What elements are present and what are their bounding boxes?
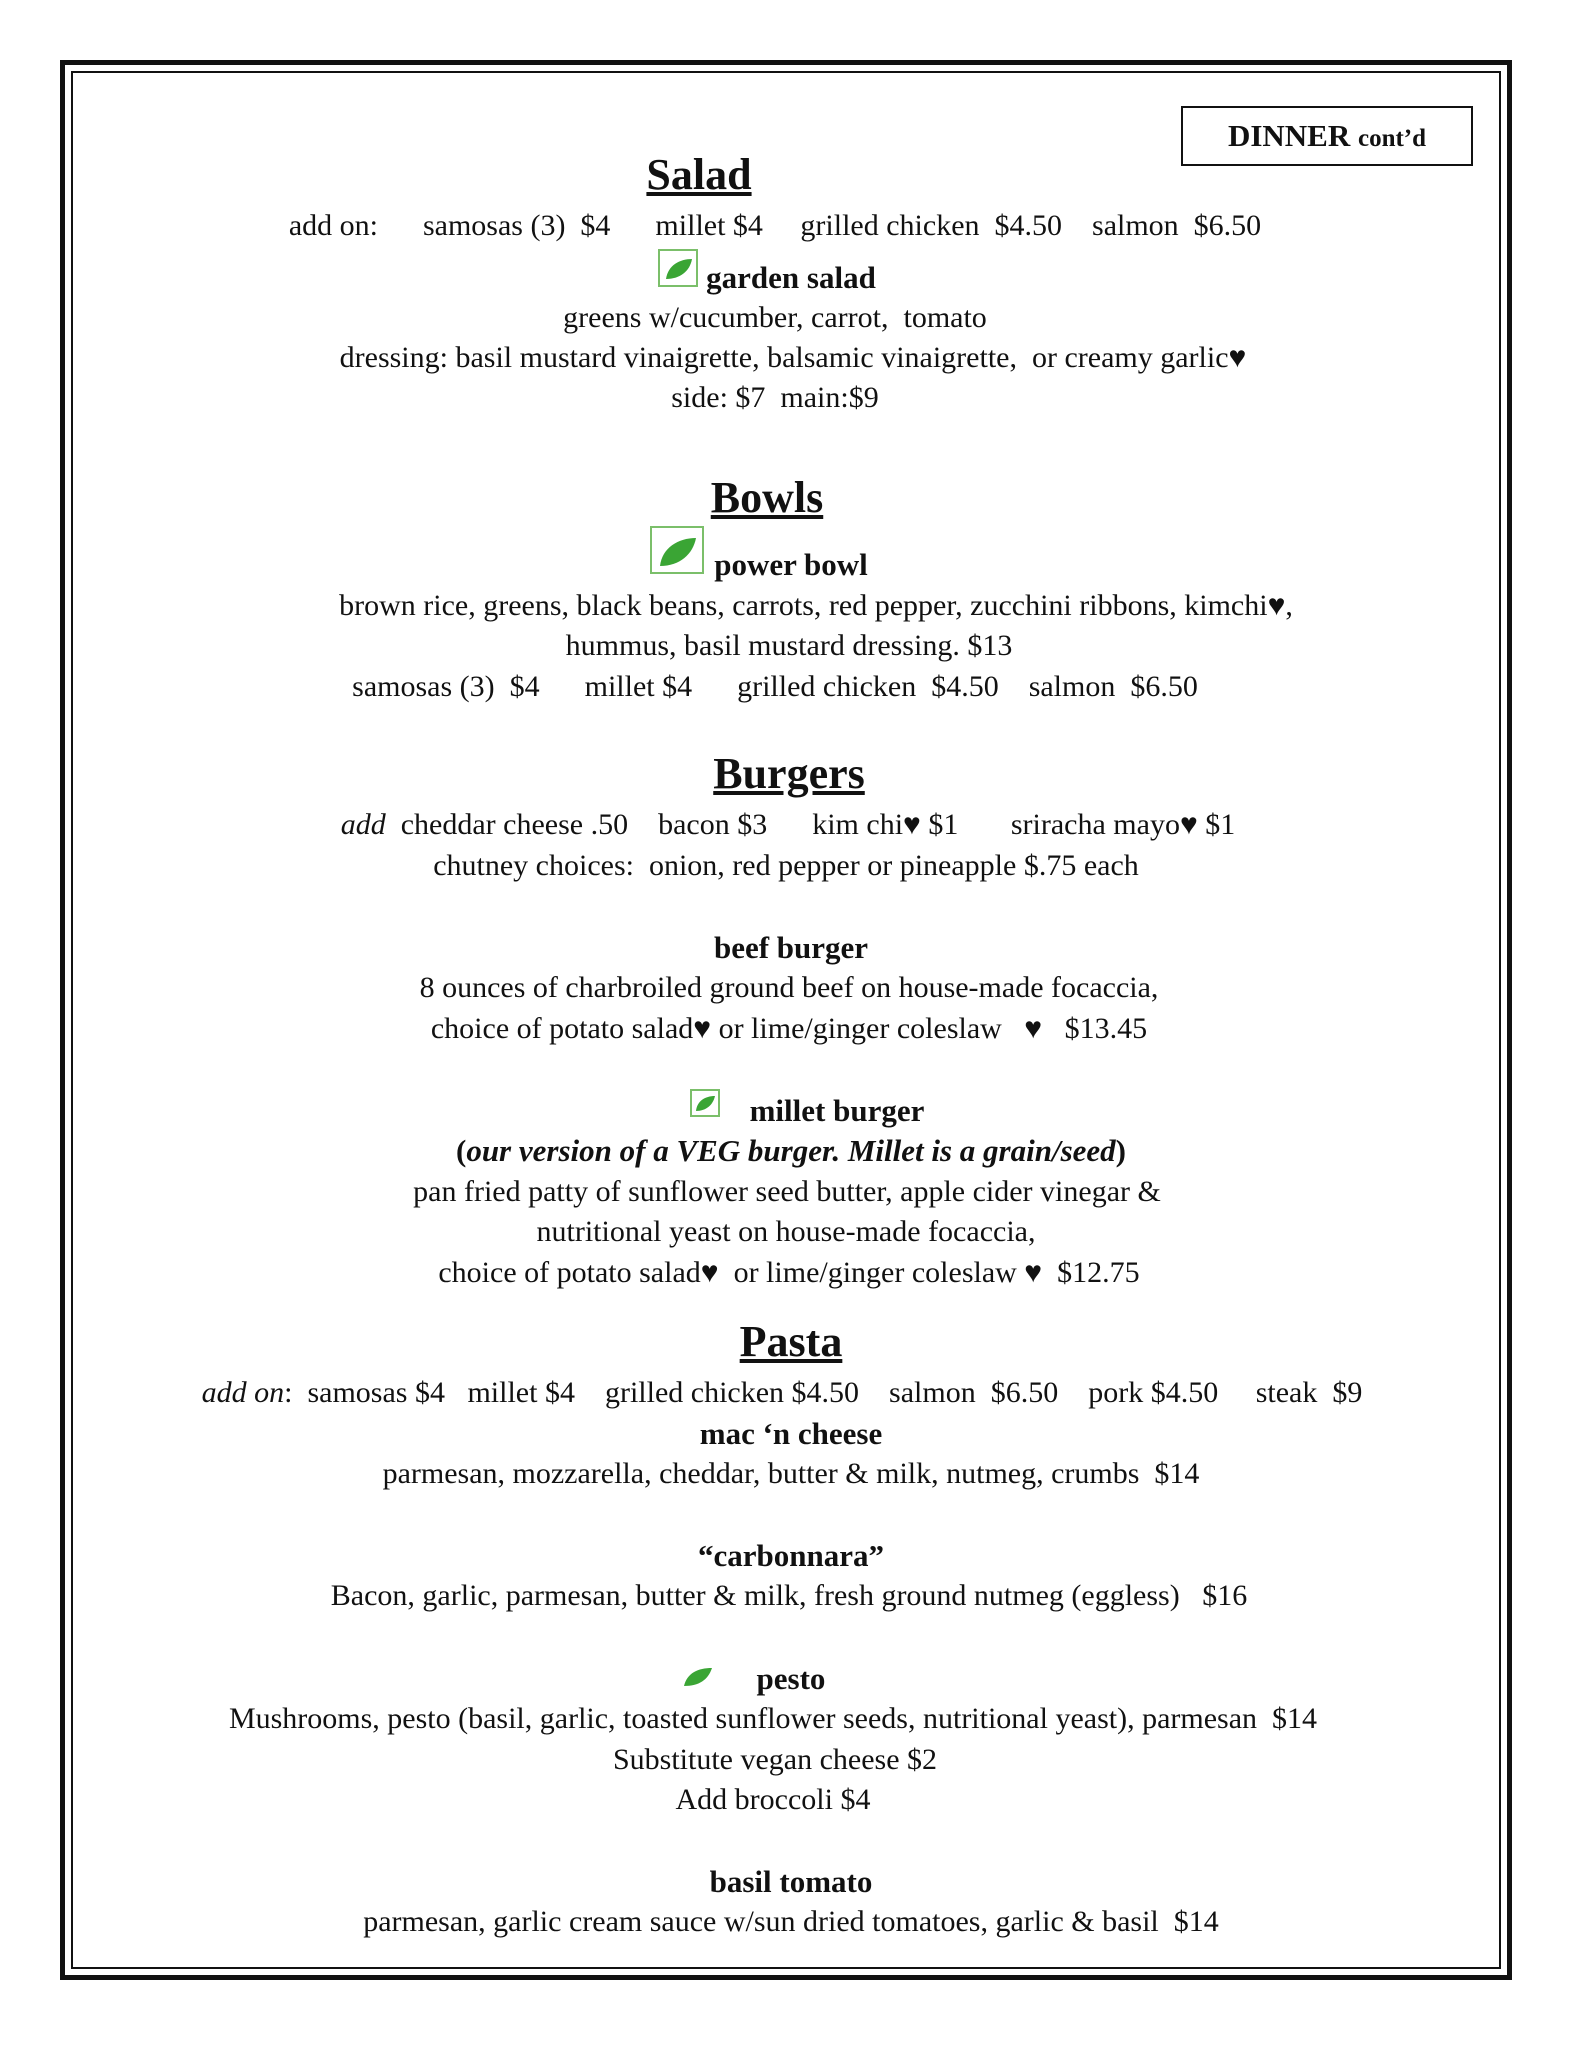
pesto-desc-1: Mushrooms, pesto (basil, garlic, toasted sunflower seeds, nutritional yeast), parmesan $14 xyxy=(228,1702,1318,1735)
section-title-salad: Salad xyxy=(646,150,752,199)
pasta-addons-text: : samosas $4 millet $4 grilled chicken $4.50 salmon $6.50 pork $4.50 steak $9 xyxy=(284,1376,1363,1409)
chutney-choices: chutney choices: onion, red pepper or pineapple $.75 each xyxy=(433,849,1139,882)
item-name-millet-burger: millet burger xyxy=(749,1093,925,1128)
add-on-italic-label: add on xyxy=(201,1376,285,1409)
badge-main-text: DINNER xyxy=(1227,118,1351,153)
burger-addons xyxy=(0,810,1579,840)
millet-note-text: our version of a VEG burger. Millet is a grain/seed xyxy=(466,1133,1116,1168)
item-name-pesto: pesto xyxy=(756,1661,826,1696)
power-bowl-addons: samosas (3) $4 millet $4 grilled chicken $4.50 salmon $6.50 xyxy=(352,670,1198,703)
garden-salad-price: side: $7 main:$9 xyxy=(671,381,879,414)
item-name-basil-tomato: basil tomato xyxy=(709,1864,873,1899)
pesto-desc-3: Add broccoli $4 xyxy=(675,1783,871,1816)
item-name-power-bowl: power bowl xyxy=(714,547,868,582)
millet-burger-desc-2: nutritional yeast on house-made focaccia, xyxy=(536,1215,1036,1248)
power-bowl-desc-1: brown rice, greens, black beans, carrots, red pepper, zucchini ribbons, kimchi♥, xyxy=(339,589,1293,622)
millet-burger-desc-1: pan fried patty of sunflower seed butter, apple cider vinegar & xyxy=(413,1175,1161,1208)
basil-tomato-desc: parmesan, garlic cream sauce w/sun dried tomatoes, garlic & basil $14 xyxy=(363,1905,1219,1938)
burger-addons-text: cheddar cheese .50 bacon $3 kim chi♥ $1 sriracha mayo♥ $1 xyxy=(385,808,1236,841)
millet-burger-desc-3: choice of potato salad♥ or lime/ginger coleslaw ♥ $12.75 xyxy=(438,1256,1140,1289)
garden-salad-desc-1: greens w/cucumber, carrot, tomato xyxy=(563,301,987,334)
salad-addons: add on: samosas (3) $4 millet $4 grilled chicken $4.50 salmon $6.50 xyxy=(288,209,1262,242)
section-title-pasta: Pasta xyxy=(739,1317,843,1366)
pasta-addons xyxy=(0,1378,1573,1408)
pesto-desc-2: Substitute vegan cheese $2 xyxy=(612,1743,938,1776)
item-name-mac-n-cheese: mac ‘n cheese xyxy=(699,1416,883,1451)
badge-small-text: cont’d xyxy=(1357,125,1427,152)
mac-n-cheese-desc: parmesan, mozzarella, cheddar, butter & milk, nutmeg, crumbs $14 xyxy=(382,1457,1200,1490)
item-name-beef-burger: beef burger xyxy=(713,930,869,965)
note-open-paren: ( xyxy=(455,1133,467,1168)
add-italic-label: add xyxy=(340,808,386,841)
millet-burger-note xyxy=(0,1135,1582,1166)
power-bowl-desc-2: hummus, basil mustard dressing. $13 xyxy=(565,629,1013,662)
section-title-burgers: Burgers xyxy=(713,749,865,798)
carbonnara-desc: Bacon, garlic, parmesan, butter & milk, fresh ground nutmeg (eggless) $16 xyxy=(330,1579,1248,1612)
beef-burger-desc-1: 8 ounces of charbroiled ground beef on house-made focaccia, xyxy=(419,971,1159,1004)
item-name-carbonnara: “carbonnara” xyxy=(698,1538,884,1573)
beef-burger-desc-2: choice of potato salad♥ or lime/ginger coleslaw ♥ $13.45 xyxy=(430,1012,1148,1045)
item-name-garden-salad: garden salad xyxy=(706,260,876,295)
garden-salad-desc-2: dressing: basil mustard vinaigrette, balsamic vinaigrette, or creamy garlic♥ xyxy=(339,341,1247,374)
note-close-paren: ) xyxy=(1115,1133,1126,1168)
section-title-bowls: Bowls xyxy=(710,473,824,522)
